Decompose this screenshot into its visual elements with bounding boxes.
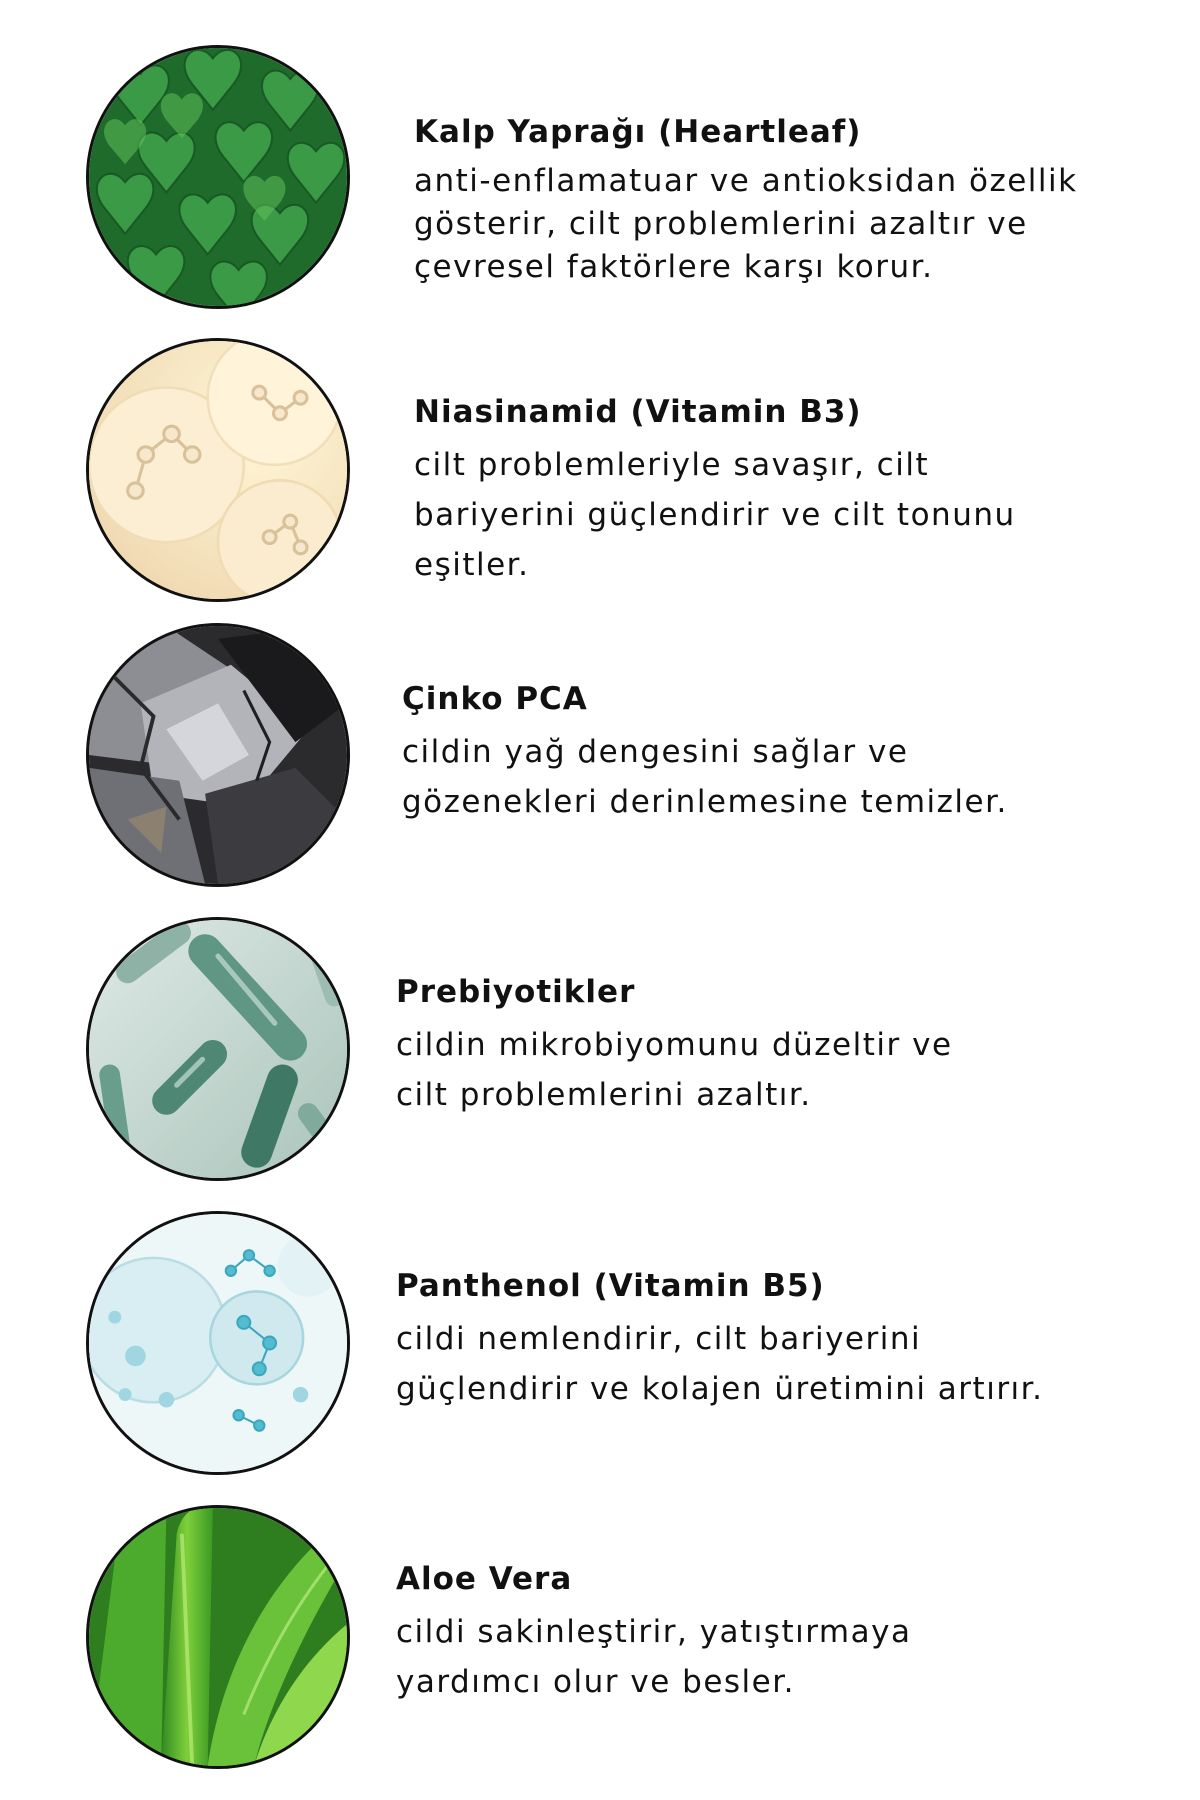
ingredient-title: Panthenol (Vitamin B5): [396, 1268, 825, 1304]
ingredient-text: [414, 112, 1194, 289]
ingredient-text: [414, 392, 1194, 590]
ingredient-description: cilt problemleriyle savaşır, cilt bariyerini güçlendirir ve cilt tonunu eşitler.: [414, 447, 1016, 583]
prebiotics-image: [86, 917, 350, 1181]
ingredient-title: Çinko PCA: [402, 681, 588, 717]
ingredient-text: [396, 972, 1176, 1120]
aloe-vera-image: [86, 1505, 350, 1769]
ingredient-text: [396, 1559, 1176, 1707]
ingredient-title: Niasinamid (Vitamin B3): [414, 394, 862, 430]
panthenol-image: [86, 1211, 350, 1475]
ingredient-text: [402, 679, 1182, 827]
zinc-pca-image: [86, 623, 350, 887]
ingredient-description: cildin yağ dengesini sağlar ve gözenekleri derinlemesine temizler.: [402, 734, 1008, 820]
heartleaf-image: [86, 45, 350, 309]
ingredient-description: cildin mikrobiyomunu düzeltir ve cilt problemlerini azaltır.: [396, 1027, 953, 1113]
ingredient-description: cildi nemlendirir, cilt bariyerini güçlendirir ve kolajen üretimini artırır.: [396, 1321, 1044, 1407]
ingredient-text: [396, 1266, 1176, 1414]
ingredient-title: Aloe Vera: [396, 1561, 573, 1597]
niacinamide-image: [86, 338, 350, 602]
ingredient-description: anti-enflamatuar ve antioksidan özellik gösterir, cilt problemlerini azaltır ve çevresel faktörlere karşı korur.: [414, 163, 1078, 285]
ingredient-title: Kalp Yaprağı (Heartleaf): [414, 114, 862, 150]
ingredient-title: Prebiyotikler: [396, 974, 636, 1010]
ingredient-description: cildi sakinleştirir, yatıştırmaya yardımcı olur ve besler.: [396, 1614, 912, 1700]
